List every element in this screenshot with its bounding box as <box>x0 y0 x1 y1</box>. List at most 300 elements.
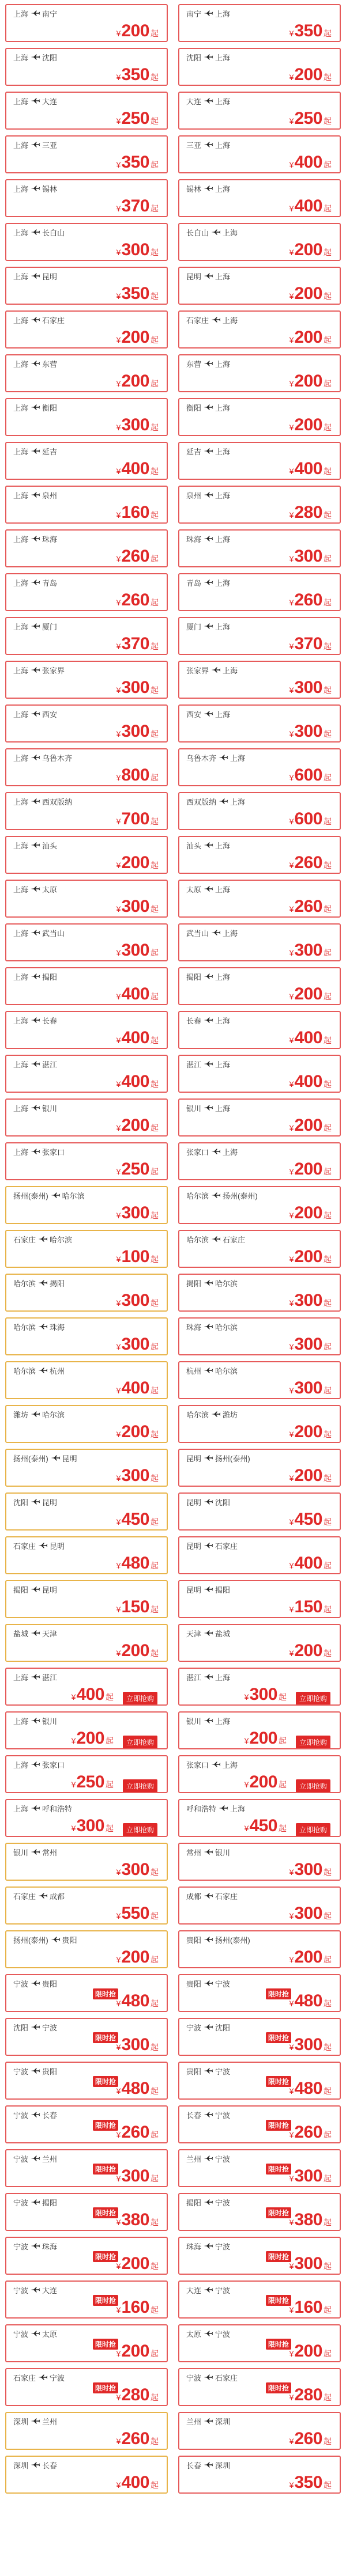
currency-symbol: ¥ <box>244 1824 249 1833</box>
plane-icon <box>203 1673 213 1680</box>
flight-ticket-card[interactable] <box>178 310 341 348</box>
price <box>289 415 332 435</box>
price-unit: 起 <box>324 467 332 476</box>
route <box>13 2285 57 2295</box>
route <box>13 577 57 588</box>
price-value: 260 <box>294 853 322 872</box>
plane-icon <box>30 272 40 279</box>
flight-ticket-card[interactable] <box>5 529 168 567</box>
flight-ticket-card[interactable] <box>5 2368 168 2406</box>
flight-ticket-card[interactable] <box>5 880 168 918</box>
price-value: 150 <box>294 1597 322 1616</box>
flight-ticket-card[interactable] <box>178 1186 341 1224</box>
flight-ticket-card[interactable] <box>5 1449 168 1487</box>
flight-ticket-card[interactable] <box>5 1492 168 1531</box>
flight-ticket-card[interactable] <box>178 1142 341 1180</box>
price <box>116 1378 159 1398</box>
flight-ticket-card[interactable] <box>178 92 341 130</box>
route <box>13 2153 57 2164</box>
route <box>186 1190 258 1200</box>
price-value: 260 <box>294 2123 322 2142</box>
plane-icon <box>30 929 40 936</box>
origin-city: 深圳 <box>13 2417 29 2426</box>
destination-city: 宁波 <box>215 2111 231 2120</box>
price-unit: 起 <box>151 904 159 914</box>
price-unit: 起 <box>151 1167 159 1176</box>
currency-symbol: ¥ <box>116 1211 121 1220</box>
plane-icon <box>203 2242 213 2249</box>
flight-ticket-card[interactable] <box>5 836 168 874</box>
route <box>13 971 57 982</box>
flight-ticket-card[interactable] <box>5 1274 168 1312</box>
price <box>245 1685 287 1704</box>
price-value: 200 <box>294 415 322 434</box>
buy-now-button[interactable]: 立即抢购 <box>296 1823 330 1836</box>
price-value: 280 <box>294 2385 322 2404</box>
flight-ticket-card[interactable] <box>5 1230 168 1268</box>
price <box>289 1378 332 1398</box>
route <box>186 884 230 894</box>
currency-symbol: ¥ <box>289 248 294 257</box>
price <box>72 1729 114 1748</box>
plane-icon <box>203 360 213 367</box>
buy-now-button[interactable]: 立即抢购 <box>123 1736 157 1749</box>
route <box>13 1672 57 1682</box>
flight-ticket-card[interactable] <box>178 1755 341 1793</box>
destination-city: 扬州(泰州) <box>215 1935 250 1945</box>
price <box>289 2385 332 2405</box>
flight-ticket-card[interactable] <box>178 48 341 86</box>
destination-city: 上海 <box>215 1060 231 1069</box>
flight-ticket-card[interactable] <box>178 529 341 567</box>
destination-city: 长春 <box>42 1016 58 1025</box>
origin-city: 上海 <box>13 622 29 631</box>
flight-ticket-card[interactable] <box>178 135 341 173</box>
flight-ticket-card[interactable] <box>178 2237 341 2275</box>
price-unit: 起 <box>151 554 159 563</box>
origin-city: 武当山 <box>186 929 209 938</box>
flight-ticket-card[interactable] <box>178 486 341 524</box>
flight-ticket-card[interactable] <box>5 267 168 305</box>
route <box>13 2197 57 2207</box>
flight-ticket-card[interactable] <box>178 1974 341 2012</box>
origin-city: 上海 <box>13 228 29 237</box>
flight-ticket-card[interactable] <box>178 2105 341 2143</box>
buy-now-button[interactable]: 立即抢购 <box>296 1692 330 1705</box>
currency-symbol: ¥ <box>289 335 294 344</box>
flight-ticket-card[interactable] <box>5 4 168 42</box>
origin-city: 上海 <box>13 1104 29 1113</box>
price <box>116 459 159 479</box>
flight-ticket-card[interactable] <box>5 2062 168 2100</box>
price-unit: 起 <box>324 1517 332 1526</box>
origin-city: 哈尔滨 <box>186 1235 209 1244</box>
origin-city: 扬州(泰州) <box>13 1935 48 1945</box>
price-unit: 起 <box>324 948 332 957</box>
currency-symbol: ¥ <box>116 1473 121 1483</box>
flight-ticket-card[interactable] <box>5 1536 168 1574</box>
flight-ticket-card[interactable] <box>5 486 168 524</box>
flight-ticket-card[interactable] <box>5 923 168 961</box>
flight-ticket-card[interactable] <box>178 2062 341 2100</box>
destination-city: 昆明 <box>50 1541 65 1551</box>
flight-ticket-card[interactable] <box>5 1580 168 1618</box>
price-unit: 起 <box>151 160 159 169</box>
origin-city: 长春 <box>186 2111 202 2120</box>
origin-city: 延吉 <box>186 447 202 456</box>
flight-ticket-card[interactable] <box>178 1624 341 1662</box>
destination-city: 长春 <box>42 2111 58 2120</box>
flight-ticket-card[interactable] <box>178 179 341 217</box>
currency-symbol: ¥ <box>289 2305 294 2314</box>
price-unit: 起 <box>151 29 159 38</box>
destination-city: 上海 <box>215 1673 231 1682</box>
flight-ticket-card[interactable] <box>5 967 168 1005</box>
origin-city: 珠海 <box>186 2242 202 2251</box>
flight-ticket-card[interactable] <box>178 1055 341 1093</box>
origin-city: 大连 <box>186 97 202 106</box>
flight-ticket-card[interactable] <box>5 1974 168 2012</box>
currency-symbol: ¥ <box>289 992 294 1001</box>
price-value: 200 <box>294 1641 322 1660</box>
destination-city: 上海 <box>223 316 238 325</box>
currency-symbol: ¥ <box>289 1036 294 1045</box>
plane-icon <box>30 360 40 367</box>
price <box>116 2035 159 2055</box>
origin-city: 宁波 <box>186 2023 202 2032</box>
origin-city: 沈阳 <box>13 2023 29 2032</box>
flight-ticket-card[interactable] <box>178 1536 341 1574</box>
flight-ticket-card[interactable] <box>178 1711 341 1749</box>
buy-now-button[interactable]: 立即抢购 <box>123 1823 157 1836</box>
origin-city: 石家庄 <box>13 1235 36 1244</box>
flight-ticket-card[interactable] <box>178 1361 341 1399</box>
origin-city: 三亚 <box>186 141 202 150</box>
flight-ticket-card[interactable] <box>178 1011 341 1049</box>
flight-ticket-card[interactable] <box>178 2149 341 2187</box>
flight-ticket-card[interactable] <box>5 135 168 173</box>
route <box>186 752 245 763</box>
price <box>116 1466 159 1486</box>
price-value: 260 <box>121 590 149 609</box>
flight-ticket-card[interactable] <box>5 2280 168 2319</box>
flight-ticket-card[interactable] <box>5 1186 168 1224</box>
price <box>289 590 332 610</box>
flight-ticket-card[interactable] <box>178 1668 341 1706</box>
flight-ticket-card[interactable] <box>178 2018 341 2056</box>
flight-ticket-card[interactable] <box>5 2193 168 2231</box>
destination-city: 贵阳 <box>42 2067 58 2076</box>
flight-ticket-card[interactable] <box>5 1317 168 1355</box>
flight-ticket-card[interactable] <box>5 1799 168 1837</box>
flight-ticket-card[interactable] <box>178 967 341 1005</box>
flight-ticket-card[interactable] <box>178 354 341 392</box>
destination-city: 石家庄 <box>215 1892 238 1901</box>
flight-ticket-card[interactable] <box>178 748 341 786</box>
flight-ticket-card[interactable] <box>178 573 341 611</box>
flight-ticket-card[interactable] <box>5 179 168 217</box>
price <box>116 766 159 785</box>
destination-city: 揭阳 <box>215 1585 231 1594</box>
currency-symbol: ¥ <box>289 2261 294 2271</box>
currency-symbol: ¥ <box>116 291 121 301</box>
currency-symbol: ¥ <box>116 1517 121 1526</box>
plane-icon <box>210 666 221 673</box>
limited-time-tag: 限时抢 <box>266 2251 291 2262</box>
price <box>116 1597 159 1617</box>
price-value: 200 <box>121 21 149 40</box>
flight-ticket-card[interactable] <box>178 1405 341 1443</box>
limited-time-tag: 限时抢 <box>93 2164 118 2175</box>
price-unit: 起 <box>324 2480 332 2490</box>
destination-city: 上海 <box>215 97 231 106</box>
flight-ticket-card[interactable] <box>178 223 341 261</box>
plane-icon <box>210 1411 221 1418</box>
limited-time-tag: 限时抢 <box>266 2295 291 2306</box>
flight-ticket-card[interactable] <box>5 1011 168 1049</box>
price <box>289 1904 332 1923</box>
flight-ticket-card[interactable] <box>5 661 168 699</box>
flight-ticket-card[interactable] <box>5 1098 168 1137</box>
flight-ticket-card[interactable] <box>5 2149 168 2187</box>
flight-ticket-card[interactable] <box>5 1843 168 1881</box>
route <box>13 2022 57 2032</box>
flight-ticket-card[interactable] <box>178 267 341 305</box>
flight-ticket-card[interactable] <box>5 792 168 830</box>
flight-ticket-card[interactable] <box>178 1580 341 1618</box>
price <box>289 459 332 479</box>
buy-now-button[interactable]: 立即抢购 <box>296 1736 330 1749</box>
flight-ticket-card[interactable] <box>178 1886 341 1925</box>
price-value: 550 <box>121 1904 149 1923</box>
price <box>116 1554 159 1573</box>
currency-symbol: ¥ <box>289 1999 294 2008</box>
flight-ticket-card[interactable] <box>5 1755 168 1793</box>
flight-ticket-card[interactable] <box>5 92 168 130</box>
flight-ticket-card[interactable] <box>178 398 341 436</box>
route <box>13 1409 65 1419</box>
flight-ticket-card[interactable] <box>178 880 341 918</box>
currency-symbol: ¥ <box>116 1605 121 1614</box>
flight-ticket-card[interactable] <box>5 1142 168 1180</box>
currency-symbol: ¥ <box>116 1649 121 1658</box>
flight-ticket-card[interactable] <box>5 1886 168 1925</box>
plane-icon <box>30 2242 40 2249</box>
flight-ticket-card[interactable] <box>5 398 168 436</box>
price <box>289 1641 332 1661</box>
price-value: 400 <box>294 1554 322 1573</box>
price-value: 600 <box>294 766 322 785</box>
origin-city: 哈尔滨 <box>13 1323 36 1332</box>
currency-symbol: ¥ <box>289 116 294 126</box>
price-unit: 起 <box>324 1167 332 1176</box>
plane-icon <box>37 1367 48 1374</box>
route <box>13 183 57 194</box>
destination-city: 石家庄 <box>42 316 65 325</box>
price-unit: 起 <box>324 554 332 563</box>
flight-ticket-card[interactable] <box>178 2280 341 2319</box>
flight-ticket-card[interactable] <box>5 1711 168 1749</box>
buy-now-button[interactable]: 立即抢购 <box>123 1779 157 1793</box>
price <box>289 1948 332 1967</box>
price <box>289 1597 332 1617</box>
route <box>13 1803 72 1813</box>
price-unit: 起 <box>151 2130 159 2139</box>
plane-icon <box>203 2199 213 2206</box>
route <box>186 2022 230 2032</box>
flight-ticket-card[interactable] <box>5 442 168 480</box>
flight-ticket-card[interactable] <box>178 1098 341 1137</box>
flight-ticket-card[interactable] <box>178 1799 341 1837</box>
flight-ticket-card[interactable] <box>5 1668 168 1706</box>
flight-ticket-card[interactable] <box>5 617 168 655</box>
price <box>289 65 332 85</box>
origin-city: 上海 <box>13 753 29 763</box>
origin-city: 珠海 <box>186 535 202 544</box>
price <box>116 2166 159 2186</box>
flight-ticket-card[interactable] <box>178 1843 341 1881</box>
destination-city: 上海 <box>215 578 231 588</box>
destination-city: 上海 <box>215 841 231 850</box>
route <box>186 665 238 675</box>
flight-ticket-card[interactable] <box>178 1274 341 1312</box>
price-unit: 起 <box>151 1079 159 1089</box>
price-value: 400 <box>121 2473 149 2492</box>
plane-icon <box>30 141 40 148</box>
price-value: 200 <box>294 328 322 347</box>
price-value: 370 <box>121 634 149 653</box>
plane-icon <box>30 1411 40 1418</box>
flight-ticket-card[interactable] <box>5 2018 168 2056</box>
price <box>116 372 159 391</box>
origin-city: 上海 <box>13 1147 29 1157</box>
price-unit: 起 <box>151 1036 159 1045</box>
flight-ticket-card[interactable] <box>178 923 341 961</box>
plane-icon <box>30 666 40 673</box>
flight-ticket-card[interactable] <box>5 48 168 86</box>
price-unit: 起 <box>151 2437 159 2446</box>
currency-symbol: ¥ <box>289 204 294 213</box>
flight-ticket-card[interactable] <box>178 1230 341 1268</box>
destination-city: 张家口 <box>42 1147 65 1157</box>
flight-ticket-card[interactable] <box>5 2412 168 2450</box>
flight-ticket-card[interactable] <box>178 2412 341 2450</box>
flight-ticket-card[interactable] <box>178 2324 341 2362</box>
route <box>186 2241 230 2251</box>
flight-ticket-card[interactable] <box>5 573 168 611</box>
currency-symbol: ¥ <box>289 1867 294 1877</box>
price-unit: 起 <box>151 1649 159 1658</box>
buy-now-button[interactable]: 立即抢购 <box>296 1779 330 1793</box>
currency-symbol: ¥ <box>289 1298 294 1308</box>
flight-ticket-card[interactable] <box>178 4 341 42</box>
flight-ticket-card[interactable] <box>178 2368 341 2406</box>
destination-city: 上海 <box>223 1760 238 1770</box>
flight-ticket-card[interactable] <box>5 1930 168 1968</box>
flight-ticket-card[interactable] <box>178 1930 341 1968</box>
flight-ticket-card[interactable] <box>5 1405 168 1443</box>
route <box>186 1278 238 1288</box>
limited-time-tag: 限时抢 <box>266 2164 291 2175</box>
flight-ticket-card[interactable] <box>178 836 341 874</box>
route <box>186 2066 230 2076</box>
flight-ticket-card[interactable] <box>5 354 168 392</box>
flight-ticket-card[interactable] <box>5 2105 168 2143</box>
flight-ticket-card[interactable] <box>178 1317 341 1355</box>
price-value: 400 <box>294 1028 322 1047</box>
currency-symbol: ¥ <box>116 335 121 344</box>
route <box>13 621 57 631</box>
destination-city: 上海 <box>215 447 231 456</box>
flight-ticket-card[interactable] <box>5 1624 168 1662</box>
origin-city: 上海 <box>13 447 29 456</box>
price-value: 200 <box>121 1116 149 1135</box>
origin-city: 上海 <box>13 491 29 500</box>
destination-city: 长白山 <box>42 228 65 237</box>
route <box>186 533 230 544</box>
flight-ticket-card[interactable] <box>178 1492 341 1531</box>
flight-ticket-card[interactable] <box>5 223 168 261</box>
destination-city: 厦门 <box>42 622 58 631</box>
price-unit: 起 <box>324 2218 332 2227</box>
buy-now-button[interactable]: 立即抢购 <box>123 1692 157 1705</box>
origin-city: 青岛 <box>186 578 202 588</box>
plane-icon <box>210 1192 221 1199</box>
flight-ticket-card[interactable] <box>5 1361 168 1399</box>
flight-ticket-card[interactable] <box>5 1055 168 1093</box>
origin-city: 昆明 <box>186 1585 202 1594</box>
origin-city: 珠海 <box>186 1323 202 1332</box>
flight-ticket-card[interactable] <box>178 2193 341 2231</box>
flight-ticket-card[interactable] <box>178 792 341 830</box>
flight-ticket-card[interactable] <box>5 704 168 743</box>
flight-ticket-card[interactable] <box>178 617 341 655</box>
flight-ticket-card[interactable] <box>5 748 168 786</box>
flight-ticket-card[interactable] <box>5 310 168 348</box>
price <box>116 1991 159 2011</box>
plane-icon <box>203 2111 213 2118</box>
flight-ticket-card[interactable] <box>178 661 341 699</box>
flight-ticket-card[interactable] <box>5 2237 168 2275</box>
price-unit: 起 <box>151 1430 159 1439</box>
destination-city: 上海 <box>215 535 231 544</box>
plane-icon <box>203 1542 213 1549</box>
price-value: 250 <box>294 109 322 128</box>
currency-symbol: ¥ <box>289 1955 294 1964</box>
destination-city: 衡阳 <box>42 403 58 412</box>
flight-ticket-card[interactable] <box>178 1449 341 1487</box>
flight-ticket-card[interactable] <box>5 2324 168 2362</box>
price-unit: 起 <box>324 992 332 1001</box>
route <box>186 52 230 62</box>
price-unit: 起 <box>151 291 159 301</box>
flight-ticket-card[interactable] <box>178 442 341 480</box>
flight-ticket-card[interactable] <box>5 2456 168 2494</box>
route <box>186 1146 238 1157</box>
price-value: 280 <box>294 503 322 522</box>
price-value: 300 <box>294 941 322 960</box>
price-unit: 起 <box>324 2130 332 2139</box>
destination-city: 昆明 <box>42 1585 58 1594</box>
price <box>289 21 332 41</box>
flight-ticket-card[interactable] <box>178 704 341 743</box>
plane-icon <box>30 1148 40 1155</box>
destination-city: 宁波 <box>215 2198 231 2207</box>
flight-ticket-card[interactable] <box>178 2456 341 2494</box>
price-unit: 起 <box>151 861 159 870</box>
plane-icon <box>30 2330 40 2337</box>
origin-city: 扬州(泰州) <box>13 1454 48 1463</box>
